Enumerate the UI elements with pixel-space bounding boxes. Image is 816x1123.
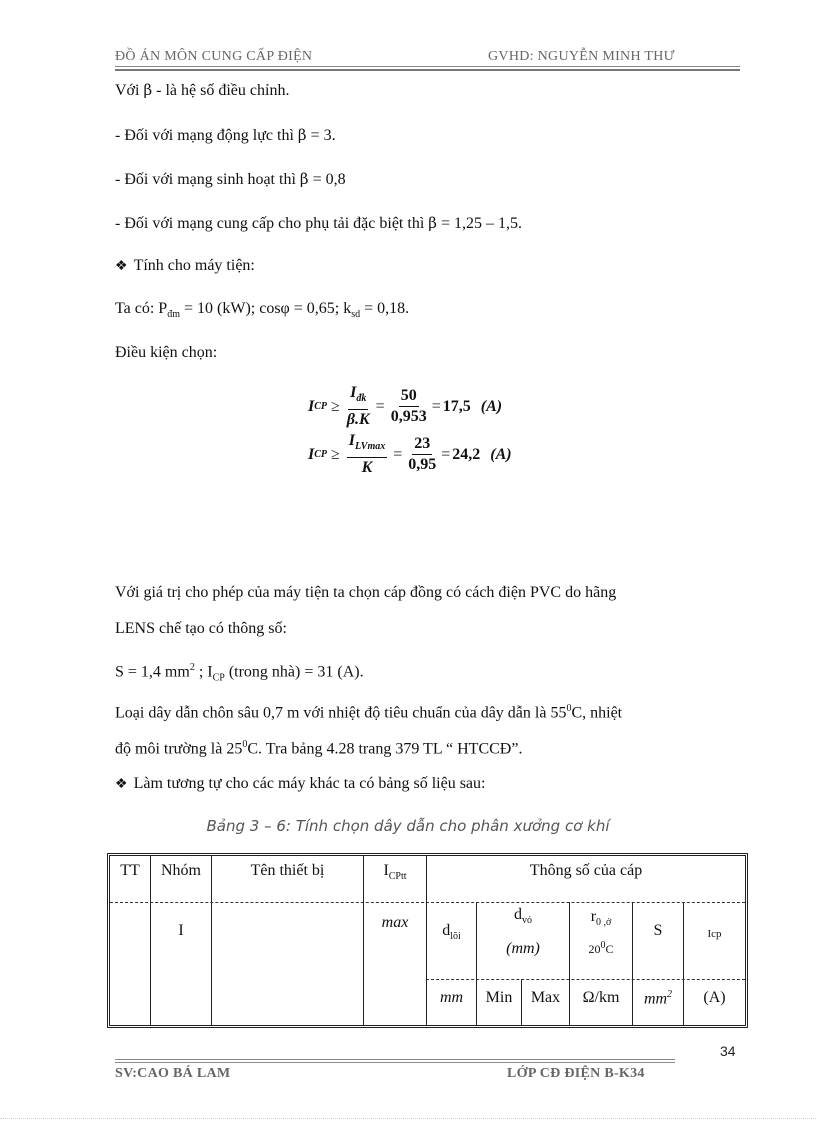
header-rule <box>115 66 740 67</box>
table-col-divider <box>150 856 151 1025</box>
footer-rule <box>115 1059 675 1060</box>
header-left: ĐỒ ÁN MÔN CUNG CẤP ĐIỆN <box>115 49 313 64</box>
unit-ampere: (A) <box>703 989 726 1006</box>
selection-condition: Điều kiện chọn: <box>115 344 218 361</box>
cable-selection-table <box>107 853 748 1028</box>
core-diameter: $d_{lõi}$ <box>442 922 461 943</box>
beta-special-load: - Đối với mạng cung cấp cho phụ tải đặc biệt thì β = 1,25 – 1,5. <box>115 214 522 232</box>
table-row-divider <box>110 902 745 903</box>
diamond-bullet-icon: ❖ <box>115 259 128 274</box>
install-condition-line1: Loại dây dẫn chôn sâu 0,7 m với nhiệt độ tiêu chuẩn của dây dẫn là $55^0C$, nhiệt <box>115 703 623 722</box>
unit-ohm-per-km: Ω/km <box>582 989 620 1006</box>
footer-rule <box>115 1062 675 1063</box>
header-rule-thick <box>115 69 740 71</box>
cross-section-s: S <box>653 922 663 939</box>
beta-living-network: - Đối với mạng sinh hoạt thì β = 0,8 <box>115 170 346 188</box>
section-lathe: ❖ Tính cho máy tiện: <box>115 257 255 274</box>
table-col-divider <box>211 856 212 1025</box>
table-row-divider <box>426 979 745 980</box>
sheath-diameter-unit: (mm) <box>506 940 540 957</box>
col-header-device-name: Tên thiết bị <box>250 862 325 879</box>
diamond-bullet-icon: ❖ <box>115 777 128 792</box>
section-other-machines: ❖ Làm tương tự cho các máy khác ta có bảng số liệu sau: <box>115 775 486 792</box>
footer-left: SV:CAO BÁ LAM <box>115 1066 231 1081</box>
resistance-temperature: $20^0C$ <box>588 940 614 956</box>
cable-selection-line1: Với giá trị cho phép của máy tiện ta chọn cáp đồng có cách điện PVC do hãng <box>115 584 617 601</box>
unit-min: Min <box>485 989 513 1006</box>
lathe-parameters: Ta có: $P_{đm} = 10$ (kW); cosφ = 0,65; $k_{sd} = 0,18$. <box>115 300 410 321</box>
unit-mm: mm <box>439 989 464 1006</box>
page-number: 34 <box>720 1043 736 1059</box>
col-header-cable-params: Thông số của cáp <box>529 862 643 879</box>
resistance-r0: $r_{0 ,ở}$ <box>590 908 612 929</box>
formula-working-current: I CP ≥ $\frac{I_{LVmax}}{K}$ = $\frac{23}{0,95}$ = 24,2 (A) <box>308 432 512 477</box>
header-right: GVHD: NGUYỄN MINH THƯ <box>488 49 675 64</box>
page-edge-dots <box>0 1118 816 1119</box>
sheath-diameter: $d_{vỏ}$ <box>514 906 532 927</box>
formula-startup-current: I CP ≥ $\frac{I_{đk}}{\beta.K}$ = $\frac{50}{0,953}$ = 17,5 (A) <box>308 384 503 429</box>
col-header-group: Nhóm <box>161 862 201 879</box>
footer-right: LỚP CĐ ĐIỆN B-K34 <box>507 1066 645 1081</box>
cable-spec: S = 1,4 $mm^2$ ; $I_{CP}$ (trong nhà) = 31 (A). <box>115 662 364 684</box>
cable-selection-line2: LENS chế tạo có thông số: <box>115 620 287 637</box>
group-value: I <box>178 922 184 939</box>
unit-mm2: $mm^2$ <box>643 989 673 1008</box>
col-header-icptt: $I_{CPtt}$ <box>383 862 407 883</box>
table-caption: Bảng 3 – 6: Tính chọn dây dẫn cho phân xưởng cơ khí <box>206 817 610 835</box>
unit-max: Max <box>530 989 561 1006</box>
col-header-tt: TT <box>120 862 140 879</box>
beta-definition: Với β - là hệ số điều chỉnh. <box>115 81 290 99</box>
icp-label: Icp <box>707 928 722 940</box>
install-condition-line2: độ môi trường là $25^0C$. Tra bảng 4.28 trang 379 TL “ HTCCĐ”. <box>115 739 523 758</box>
beta-power-network: - Đối với mạng động lực thì β = 3. <box>115 126 336 144</box>
icptt-max: max <box>381 914 409 931</box>
